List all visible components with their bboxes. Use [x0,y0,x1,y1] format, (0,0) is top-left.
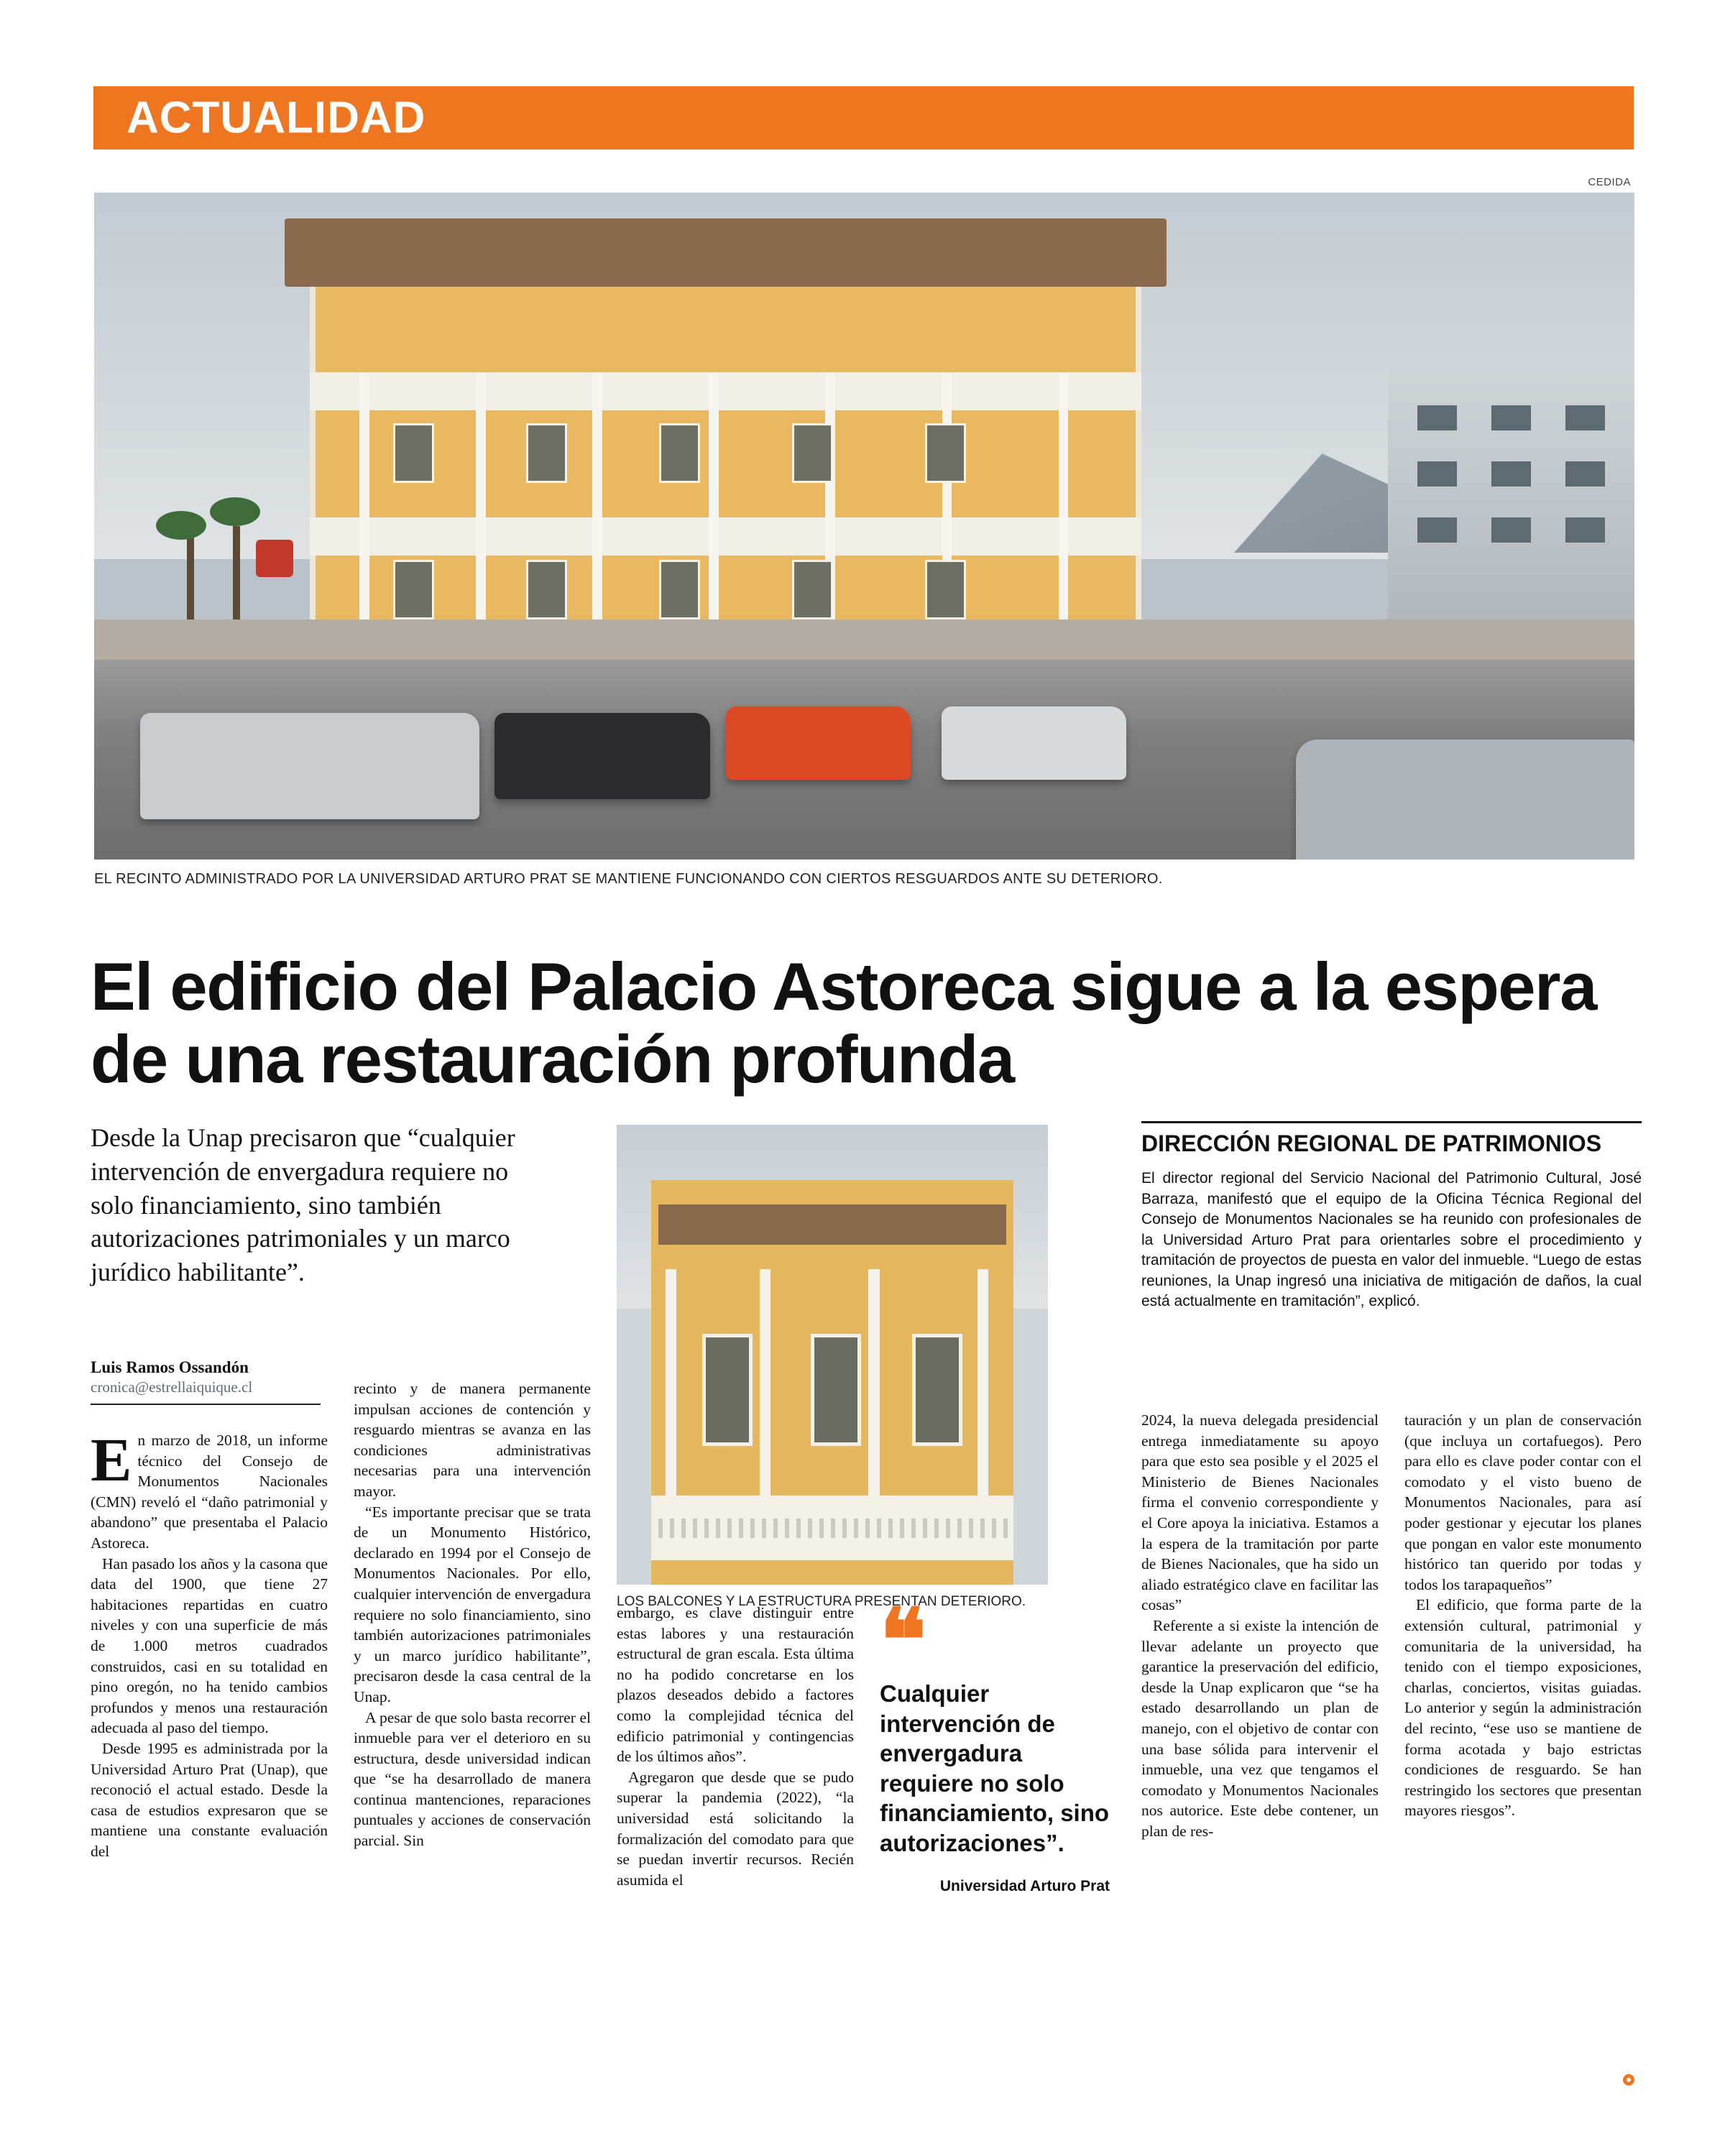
photo-balcony-railing [651,1496,1013,1560]
sidebar-title: DIRECCIÓN REGIONAL DE PATRIMONIOS [1141,1130,1602,1156]
byline-divider [91,1404,321,1405]
page-title: El edificio del Palacio Astoreca sigue a la espera de una restauración profunda [91,948,1596,1097]
body-column-1 [91,1425,328,2077]
section-header-bar [93,86,1634,149]
stop-sign-icon [256,540,293,577]
sidebar-divider [1141,1121,1642,1123]
paragraph: Han pasado los años y la casona que data del 1900, que tiene 27 habitaciones repartidas en cuatro niveles y con una superficie de más de 1.000 metros cuadrados construidos, casi en su totalidad en pino oregón, no ha tenido cambios profundos y menos una restauración adecuada al paso del tiempo. [91,1554,328,1737]
paragraph: Referente a si existe la intención de llevar adelante un proyecto que garantice la preservación del edificio, desde la Unap explicaron que “se ha estado desarrollando un plan de manejo, con el objetivo de contar con una base sólida para intervenir el inmueble, una vez que tengamos el comodato y Monumentos Nacionales nos autorice. Este debe contener, un plan de res- [1141,1616,1379,1840]
paragraph: El edificio, que forma parte de la extensión cultural, patrimonial y comunitaria de la universidad, ha tenido con el tiempo exposiciones, charlas, conciertos, visitas guiadas. Lo anterior y según la administración del recinto, “ese uso se mantiene de forma acotada y bajo estrictas condiciones de resguardo. Se han restringido los sectores que presentan mayores riesgos”. [1404,1596,1642,1820]
paragraph: 2024, la nueva delegada presidencial entrega inmediatamente su apoyo para que esto sea posible y el 2025 el Ministerio de Bienes Nacionales firma el convenio correspondiente y el Core apoya la iniciativa. Estamos a la espera de la tramitación por parte de Bienes Nacionales, que ha sido un aliado estratégico clave en facilitar las cosas” [1141,1411,1379,1614]
secondary-photo [617,1125,1048,1585]
lead-paragraph: Desde la Unap precisaron que “cualquier intervención de envergadura requiere no solo financiamiento, sino también autorizaciones patrimoniales y un marco jurídico habilitante”. [91,1123,515,1287]
author-name: Luis Ramos Ossandón [91,1358,249,1376]
quote-mark-icon: ❝ [880,1593,926,1689]
sidebar-box [1141,1121,1642,1312]
paragraph: “Es importante precisar que se trata de un Monumento Histórico, declarado en 1994 por el Consejo de Monumentos Nacionales. Por ello, cualquier intervención de envergadura requiere no solo financiamiento, sino también autorizaciones patrimoniales y un marco jurídico habilitante”, precisaron desde la casa central de la Unap. [354,1503,591,1705]
byline [91,1358,328,1405]
body-column-5 [1404,1410,1642,1821]
main-photo-caption: EL RECINTO ADMINISTRADO POR LA UNIVERSIDAD ARTURO PRAT SE MANTIENE FUNCIONANDO CON CIERTOS RESGUARDOS ANTE SU DETERIORO. [94,871,1163,887]
paragraph: Agregaron que desde que se pudo superar la pandemia (2022), “la universidad está solicitando la formalización del comodato para que se puedan invertir recursos. Recién asumida el [617,1768,854,1889]
paragraph: Desde 1995 es administrada por la Universidad Arturo Prat (Unap), que reconoció el actual estado. Desde la casa de estudios expresaron que se mantiene una constante evaluación del [91,1739,328,1860]
photo-vehicle [140,713,479,819]
photo-vehicle [1296,740,1634,860]
photo-vehicle [942,706,1126,780]
photo-vehicle [726,706,911,780]
paragraph: recinto y de manera permanente impulsan acciones de contención y resguardo mientras se avanza en las condiciones administrativas necesarias para una intervención mayor. [354,1380,591,1500]
paragraph: A pesar de que solo basta recorrer el inmueble para ver el deterioro en su estructura, desde universidad indican que “se ha desarrollado de manera continua mantenciones, reparaciones puntuales y acciones de conservación parcial. Sin [354,1708,591,1850]
body-column-4 [1141,1410,1379,1841]
pull-quote-text: Cualquier intervención de envergadura requiere no solo financiamiento, sino autorizaciones”. [880,1680,1110,1856]
pull-quote-source: Universidad Arturo Prat [939,1878,1110,1895]
paragraph: En marzo de 2018, un informe técnico del Consejo de Monumentos Nacionales (CMN) reveló el “daño patrimonial y abandono” que presentaba el Palacio Astoreca. [91,1425,328,1552]
paragraph: tauración y un plan de conservación (que incluya un cortafuegos). Pero para ello es clave poder contar con el comodato y el visto bueno de Monumentos Nacionales, para así poder gestionar y ejecutar los planes que pongan en valor este monumento histórico tan querido por todas y todos los tarapaqueños” [1404,1411,1642,1593]
sidebar-body: El director regional del Servicio Nacional del Patrimonio Cultural, José Barraza, manifestó que el equipo de la Oficina Técnica Regional del Consejo de Monumentos Nacionales se ha reunido con profesionales de la Universidad Arturo Prat para orientarles sobre el procedimiento y tramitación de proyectos de puesta en valor del inmueble. “Luego de estas reuniones, la Unap ingresó una iniciativa de mitigación de daños, la cual está actualmente en tramitación”, explicó. [1141,1170,1642,1310]
photo-building-right [1388,366,1634,646]
photo-vehicle [494,713,710,800]
photo-facade [651,1180,1013,1585]
paragraph: embargo, es clave distinguir entre estas labores y una restauración estructural de gran escala. Esta última no ha podido concretarse en los plazos deseados debido a factores como la complejidad técnica del edificio patrimonial y contingencias de los últimos años”. [617,1604,854,1766]
body-column-3 [617,1603,854,1890]
end-of-article-icon [1623,2074,1634,2086]
photo-credit: CEDIDA [1588,176,1631,188]
photo-sidewalk [94,619,1634,660]
body-column-2 [354,1378,591,1851]
section-label: ACTUALIDAD [126,93,426,143]
photo-roof [285,218,1167,287]
photo-palacio-astoreca [310,253,1141,680]
pull-quote [880,1593,1110,1895]
secondary-photo-caption: LOS BALCONES Y LA ESTRUCTURA PRESENTAN DETERIORO. [617,1594,1026,1609]
main-photo [94,193,1634,860]
author-email[interactable]: cronica@estrellaiquique.cl [91,1378,253,1396]
